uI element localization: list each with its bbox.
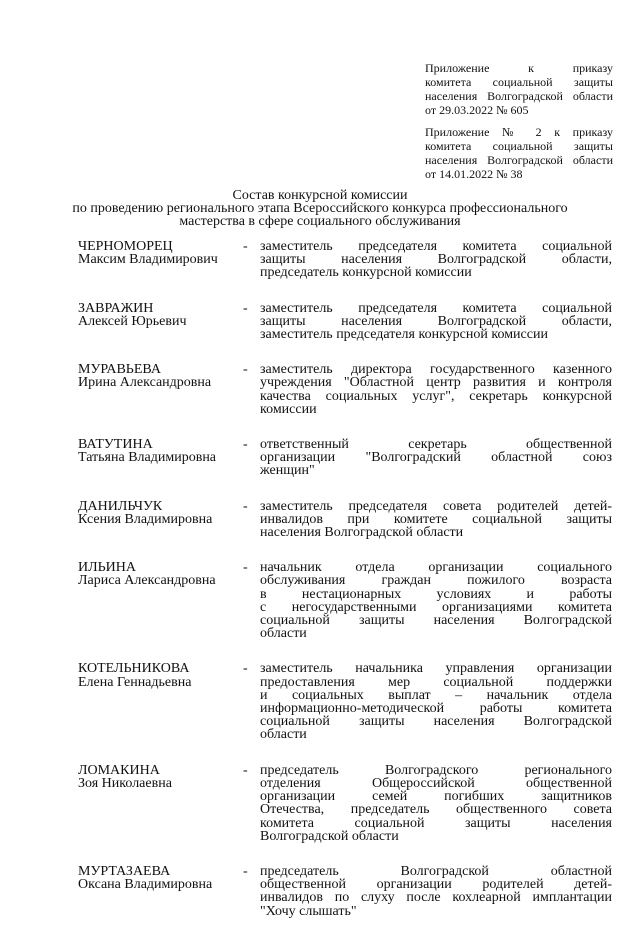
- member-role-line: области: [260, 626, 307, 642]
- member-dash: -: [243, 560, 248, 576]
- member-role-line: заместитель начальника управления организации: [260, 661, 612, 677]
- member-row: [78, 561, 612, 640]
- member-dash: -: [243, 762, 248, 778]
- appendix-line: от 29.03.2022 № 605: [425, 103, 529, 117]
- member-role-line: заместитель председателя конкурсной комиссии: [260, 327, 548, 343]
- appendix-line: от 14.01.2022 № 38: [425, 167, 523, 181]
- appendix-2-header: [425, 125, 613, 181]
- member-role-line: организации семей погибших защитников: [260, 789, 612, 805]
- title-line: мастерства в сфере социального обслуживания: [179, 214, 461, 229]
- member-role-line: отделения Общероссийской общественной: [260, 775, 612, 791]
- member-row: [78, 438, 612, 478]
- member-row: [78, 764, 612, 843]
- member-surname: ВАТУТИНА: [78, 437, 153, 453]
- member-role-line: Отечества, председатель общественного совета: [260, 802, 612, 818]
- member-name: [78, 561, 243, 587]
- member-role-line: в нестационарных условиях и работы: [260, 586, 612, 602]
- member-given-name: Оксана Владимировна: [78, 877, 213, 893]
- member-role-line: предоставления мер социальной поддержки: [260, 674, 612, 690]
- appendix-1-header: [425, 61, 613, 117]
- member-role: [260, 363, 612, 416]
- member-role-line: с негосударственными организациями комитета: [260, 599, 612, 615]
- member-row: [78, 500, 612, 540]
- member-role: [260, 561, 612, 640]
- member-role-line: социальной защиты населения Волгоградской: [260, 613, 612, 629]
- member-given-name: Максим Владимирович: [78, 252, 218, 268]
- commission-member-list: [78, 240, 612, 940]
- member-role-line: области: [260, 727, 307, 743]
- appendix-line: Приложение № 2 к приказу: [425, 125, 613, 139]
- member-name: [78, 438, 243, 464]
- member-dash: -: [243, 437, 248, 453]
- title-line: Состав конкурсной комиссии: [232, 188, 408, 203]
- member-name: [78, 302, 243, 328]
- appendix-line: Приложение к приказу: [425, 61, 613, 75]
- member-name: [78, 240, 243, 266]
- member-dash: -: [243, 863, 248, 879]
- member-role: [260, 662, 612, 741]
- member-role-line: комиссии: [260, 401, 317, 417]
- member-role-line: защиты населения Волгоградской области,: [260, 313, 612, 329]
- title-line: по проведению регионального этапа Всероссийского конкурса профессионального: [72, 201, 568, 216]
- appendix-line: населения Волгоградской области: [425, 89, 613, 103]
- member-role-line: учреждения "Областной центр развития и контроля: [260, 375, 612, 391]
- member-role-line: председатель конкурсной комиссии: [260, 265, 472, 281]
- member-dash: -: [243, 661, 248, 677]
- member-given-name: Елена Геннадьевна: [78, 674, 192, 690]
- member-role-line: социальной защиты населения Волгоградской: [260, 714, 612, 730]
- member-role-line: председатель Волгоградской областной: [260, 863, 612, 879]
- member-role-line: женщин": [260, 463, 315, 479]
- member-role-line: инвалидов при комитете социальной защиты: [260, 511, 612, 527]
- member-surname: МУРТАЗАЕВА: [78, 863, 171, 879]
- member-role: [260, 764, 612, 843]
- member-role-line: председатель Волгоградского регионального: [260, 762, 612, 778]
- member-surname: КОТЕЛЬНИКОВА: [78, 661, 190, 677]
- member-given-name: Татьяна Владимировна: [78, 450, 217, 466]
- member-role-line: заместитель председателя комитета социальной: [260, 239, 612, 254]
- member-dash: -: [243, 498, 248, 514]
- member-surname: МУРАВЬЕВА: [78, 362, 161, 378]
- member-role-line: населения Волгоградской области: [260, 525, 464, 541]
- member-role-line: и социальных выплат – начальник отдела: [260, 687, 612, 703]
- member-surname: ИЛЬИНА: [78, 560, 136, 576]
- member-role-line: заместитель директора государственного казенного: [260, 362, 612, 378]
- member-given-name: Ксения Владимировна: [78, 511, 213, 527]
- member-role: [260, 302, 612, 342]
- member-name: [78, 500, 243, 526]
- member-role-line: обслуживания граждан пожилого возраста: [260, 573, 612, 589]
- member-name: [78, 363, 243, 389]
- member-role-line: организации "Волгоградский областной союз: [260, 450, 612, 466]
- member-row: [78, 363, 612, 416]
- member-name: [78, 865, 243, 891]
- member-name: [78, 764, 243, 790]
- member-role-line: общественной организации родителей детей-: [260, 877, 612, 893]
- member-role-line: заместитель председателя совета родителей детей-: [260, 498, 612, 514]
- member-role: [260, 240, 612, 280]
- member-role: [260, 438, 612, 478]
- member-dash: -: [243, 239, 248, 254]
- member-role: [260, 865, 612, 918]
- member-given-name: Зоя Николаевна: [78, 775, 172, 791]
- document-title: [40, 189, 600, 228]
- member-surname: ДАНИЛЬЧУК: [78, 498, 163, 514]
- member-row: [78, 302, 612, 342]
- appendix-line: населения Волгоградской области: [425, 153, 613, 167]
- appendix-line: комитета социальной защиты: [425, 75, 613, 89]
- member-role-line: ответственный секретарь общественной: [260, 437, 612, 453]
- member-role-line: качества социальных услуг", секретарь конкурсной: [260, 388, 612, 404]
- member-name: [78, 662, 243, 688]
- member-surname: ЗАВРАЖИН: [78, 300, 154, 316]
- member-role-line: инвалидов по слуху после кохлеарной имплантации: [260, 890, 612, 906]
- appendix-line: комитета социальной защиты: [425, 139, 613, 153]
- member-row: [78, 240, 612, 280]
- member-role-line: комитета социальной защиты населения: [260, 815, 612, 831]
- member-role-line: информационно-методической работы комитета: [260, 701, 612, 717]
- member-role-line: Волгоградской области: [260, 828, 399, 844]
- member-role: [260, 500, 612, 540]
- member-row: [78, 662, 612, 741]
- member-dash: -: [243, 300, 248, 316]
- member-role-line: защиты населения Волгоградской области,: [260, 252, 612, 268]
- member-role-line: начальник отдела организации социального: [260, 560, 612, 576]
- member-given-name: Лариса Александровна: [78, 573, 216, 589]
- member-surname: ЧЕРНОМОРЕЦ: [78, 239, 173, 254]
- member-given-name: Алексей Юрьевич: [78, 313, 187, 329]
- member-role-line: "Хочу слышать": [260, 903, 357, 919]
- member-dash: -: [243, 362, 248, 378]
- member-role-line: заместитель председателя комитета социальной: [260, 300, 612, 316]
- member-given-name: Ирина Александровна: [78, 375, 212, 391]
- member-row: [78, 865, 612, 918]
- member-surname: ЛОМАКИНА: [78, 762, 160, 778]
